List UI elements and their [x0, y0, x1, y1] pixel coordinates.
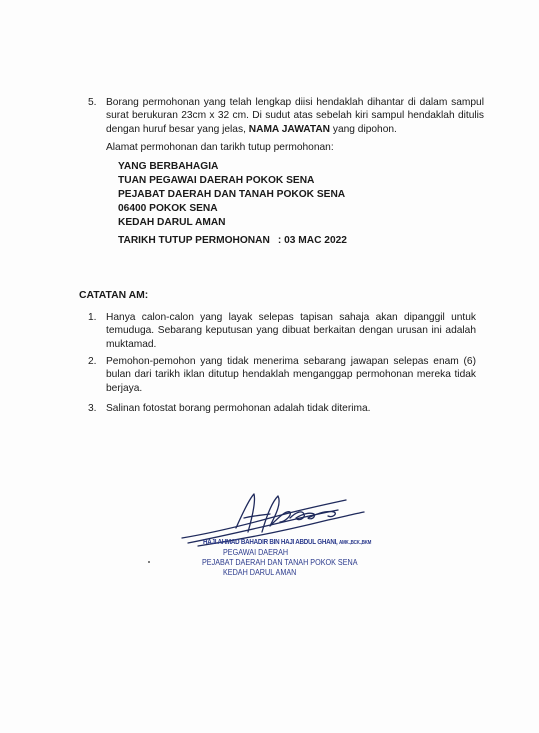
address-line: TUAN PEGAWAI DAERAH POKOK SENA [118, 175, 315, 186]
signatory-honorifics: AMK.,BCK.,BKM [339, 540, 372, 546]
signatory-office: PEJABAT DAERAH DAN TANAH POKOK SENA [202, 558, 358, 567]
item-5-number: 5. [88, 97, 97, 108]
stray-mark [148, 561, 150, 563]
closing-date [118, 235, 347, 246]
address-line: PEJABAT DAERAH DAN TANAH POKOK SENA [118, 189, 346, 200]
item-5-text-bold: NAMA JAWATAN [248, 123, 331, 135]
notes-heading: CATATAN AM: [79, 290, 149, 301]
address-block [118, 160, 345, 230]
item-5-text-end: yang dipohon. [330, 123, 397, 135]
item-5-text-plain: Borang permohonan yang telah lengkap diisi hendaklah dihantar di dalam sampul surat berukuran 23cm x 32 cm. Di sudut atas sebelah kiri sampul hendaklah ditulis dengan huruf besar yang jelas, [106, 97, 484, 135]
signatory-title: PEGAWAI DAERAH [223, 548, 289, 557]
address-intro: Alamat permohonan dan tarikh tutup permohonan: [106, 142, 334, 153]
note-3-text: Salinan fotostat borang permohonan adalah tidak diterima. [106, 403, 371, 414]
signatory-state: KEDAH DARUL AMAN [223, 568, 297, 577]
note-2-text: Pemohon-pemohon yang tidak menerima sebarang jawapan selepas enam (6) bulan dari tarikh iklan ditutup hendaklah menganggap permohonan mereka tidak berjaya. [106, 356, 476, 394]
closing-date-value: : 03 MAC 2022 [277, 235, 347, 246]
note-1-number: 1. [88, 312, 97, 323]
closing-date-label: TARIKH TUTUP PERMOHONAN [118, 235, 270, 246]
note-1-text: Hanya calon-calon yang layak selepas tapisan sahaja akan dipanggil untuk temuduga. Sebarang keputusan yang dibuat berkaitan dengan urusan ini adalah muktamad. [106, 312, 476, 350]
address-line: YANG BERBAHAGIA [118, 161, 219, 172]
item-5-text [106, 96, 484, 136]
signatory-name-line [203, 537, 371, 546]
address-line: KEDAH DARUL AMAN [118, 217, 226, 228]
note-3-number: 3. [88, 403, 97, 414]
note-2-number: 2. [88, 356, 97, 367]
address-line: 06400 POKOK SENA [118, 203, 218, 214]
signatory-name: HAJI AHMAD BAHADIR BIN HAJI ABDUL GHANI, [203, 537, 338, 546]
